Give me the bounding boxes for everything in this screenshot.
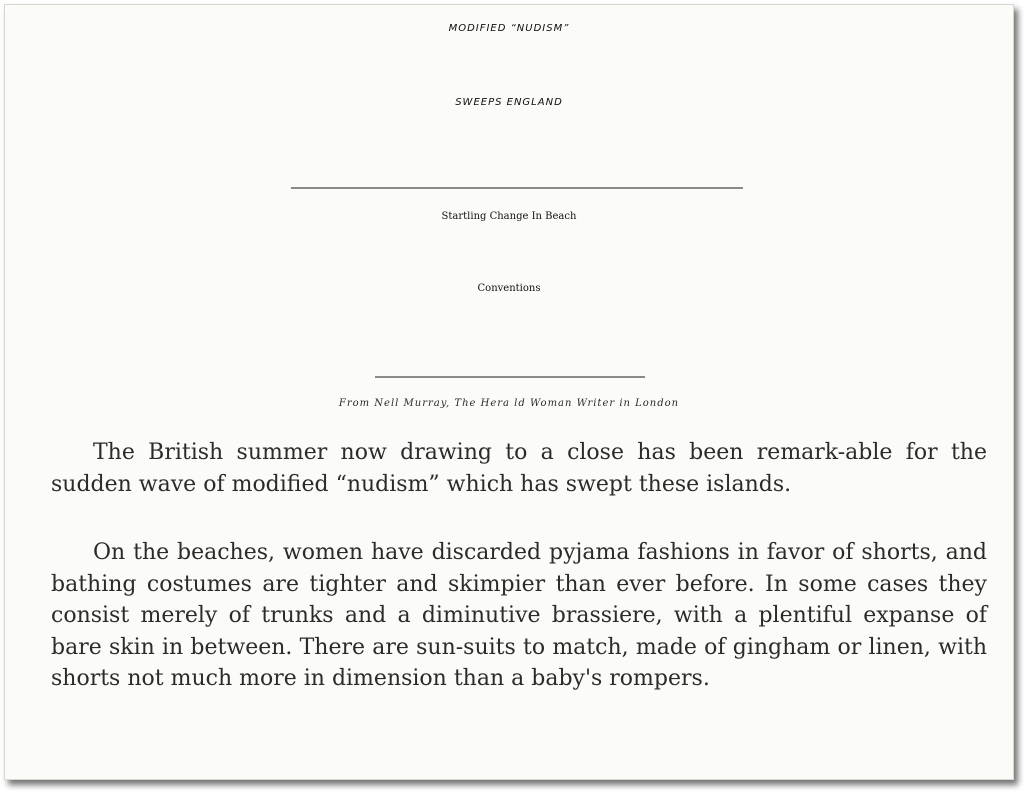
subheadline-divider: [375, 376, 645, 378]
headline-line-1: MODIFIED “NUDISM”: [448, 23, 570, 34]
newspaper-clipping: [4, 4, 1014, 780]
article-paragraph-1: The British summer now drawing to a close has been remark-able for the sudden wave of modified “nudism” which has swept these islands.: [51, 440, 987, 497]
subheadline-line-1: Startling Change In Beach: [441, 211, 577, 222]
headline-line-2: SWEEPS ENGLAND: [455, 97, 563, 108]
subheadline-line-2: Conventions: [477, 283, 541, 294]
article-paragraph-2: On the beaches, women have discarded pyjama fashions in favor of shorts, and bathing costumes are tighter and skimpier than ever before. In some cases they consist merely of trunks and a diminutive brassiere, with a plentiful expanse of bare skin in between. There are sun-suits to match, made of gingham or linen, with shorts not much more in dimension than a baby's rompers.: [51, 540, 987, 691]
headline-divider: [291, 187, 743, 189]
byline: From Nell Murray, The Hera ld Woman Writer in London: [338, 398, 680, 409]
